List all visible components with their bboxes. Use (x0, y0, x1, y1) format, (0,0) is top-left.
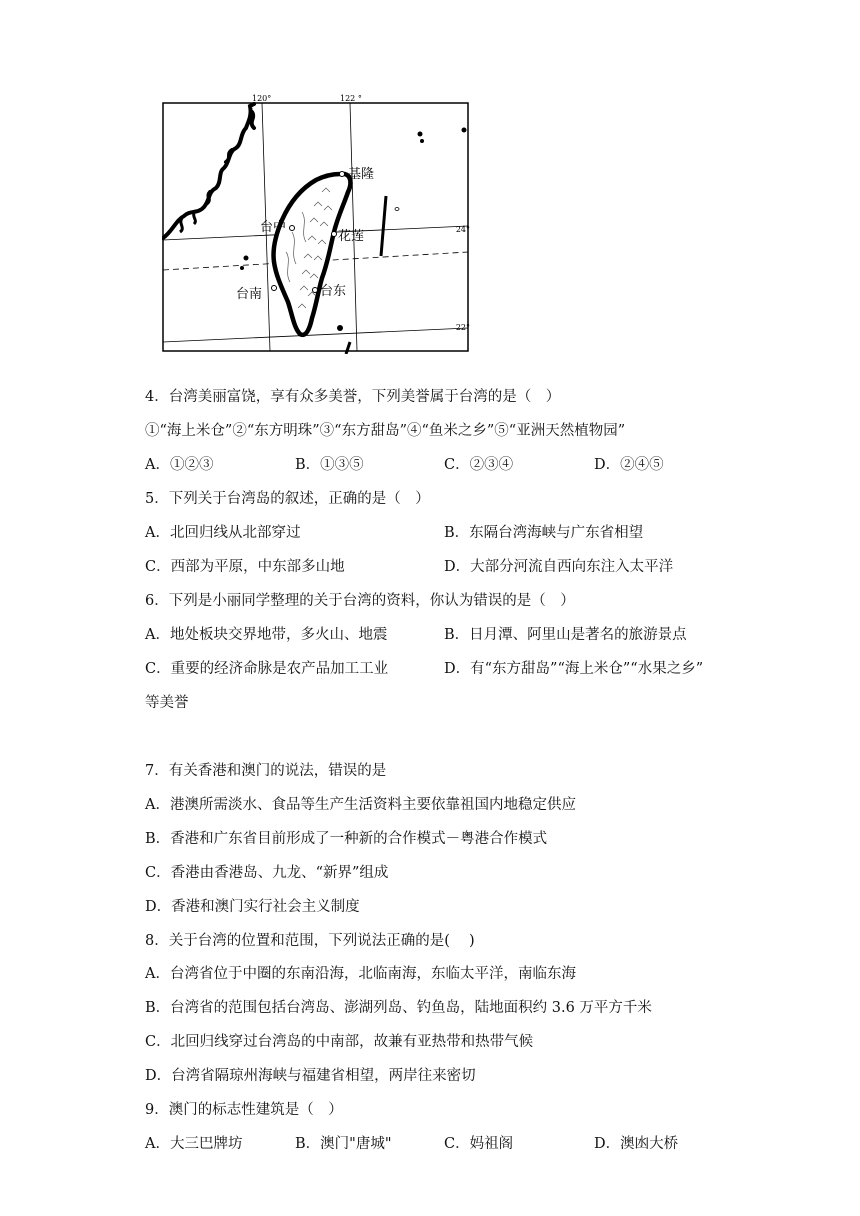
q8-option-d[interactable]: D．台湾省隔琼州海峡与福建省相望，两岸往来密切 (145, 1068, 476, 1084)
q4-option-b[interactable]: B．①③⑤ (295, 457, 364, 473)
q8-stem: 8．关于台湾的位置和范围，下列说法正确的是( ) (145, 933, 475, 949)
q8-option-a[interactable]: A．台湾省位于中圈的东南沿海，北临南海，东临太平洋，南临东海 (145, 966, 576, 982)
q9-stem: 9．澳门的标志性建筑是（ ） (145, 1102, 343, 1118)
q6-continuation: 等美誉 (145, 695, 189, 711)
city-hualien: 花莲 (338, 229, 365, 244)
q6-stem: 6．下列是小丽同学整理的关于台湾的资料，你认为错误的是（ ） (145, 593, 575, 609)
q9-option-a[interactable]: A．大三巴牌坊 (145, 1136, 243, 1152)
lon-122-label: 122 ° (340, 94, 362, 103)
q6-option-a[interactable]: A．地处板块交界地带，多火山、地震 (145, 627, 388, 643)
q5-option-d[interactable]: D．大部分河流自西向东注入太平洋 (444, 559, 674, 575)
q7-option-b[interactable]: B．香港和广东省目前形成了一种新的合作模式－粤港合作模式 (145, 831, 548, 847)
lat-24-label: 24° (455, 225, 470, 234)
city-tainan: 台南 (236, 287, 263, 302)
q7-option-d[interactable]: D．香港和澳门实行社会主义制度 (145, 899, 360, 915)
q5-stem: 5．下列关于台湾岛的叙述，正确的是（ ） (145, 491, 430, 507)
q5-option-c[interactable]: C．西部为平原，中东部多山地 (145, 559, 345, 575)
lon-120-label: 120° (252, 94, 272, 103)
q4-option-c[interactable]: C．②③④ (444, 457, 514, 473)
q6-option-d[interactable]: D．有“东方甜岛”“海上米仓”“水果之乡” (444, 661, 704, 677)
q6-option-c[interactable]: C．重要的经济命脉是农产品加工工业 (145, 661, 389, 677)
q9-option-c[interactable]: C．妈祖阁 (444, 1136, 514, 1152)
q8-option-b[interactable]: B．台湾省的范围包括台湾岛、澎湖列岛、钓鱼岛，陆地面积约 3.6 万平方千米 (145, 1000, 652, 1016)
q6-option-b[interactable]: B．日月潭、阿里山是著名的旅游景点 (444, 627, 687, 643)
q4-stem: 4．台湾美丽富饶，享有众多美誉，下列美誉属于台湾的是（ ） (145, 389, 561, 405)
city-keelung: 基隆 (348, 167, 375, 182)
city-taichung: 台中 (260, 220, 287, 235)
q5-option-b[interactable]: B．东隔台湾海峡与广东省相望 (444, 525, 644, 541)
q8-option-c[interactable]: C．北回归线穿过台湾岛的中南部，故兼有亚热带和热带气候 (145, 1034, 534, 1050)
lat-22-label: 22° (455, 323, 470, 332)
taiwan-map (162, 92, 470, 354)
q4-items: ①“海上米仓”②“东方明珠”③“东方甜岛”④“鱼米之乡”⑤“亚洲天然植物园” (145, 423, 626, 439)
q5-option-a[interactable]: A．北回归线从北部穿过 (145, 525, 301, 541)
q9-option-d[interactable]: D．澳凼大桥 (594, 1136, 679, 1152)
q7-option-a[interactable]: A．港澳所需淡水、食品等生产生活资料主要依靠祖国内地稳定供应 (145, 797, 576, 813)
q4-option-d[interactable]: D．②④⑤ (594, 457, 664, 473)
q4-option-a[interactable]: A．①②③ (145, 457, 214, 473)
q7-option-c[interactable]: C．香港由香港岛、九龙、“新界”组成 (145, 865, 389, 881)
city-taitung: 台东 (320, 284, 347, 299)
q7-stem: 7．有关香港和澳门的说法，错误的是 (145, 763, 387, 779)
q9-option-b[interactable]: B．澳门"唐城" (295, 1136, 392, 1152)
